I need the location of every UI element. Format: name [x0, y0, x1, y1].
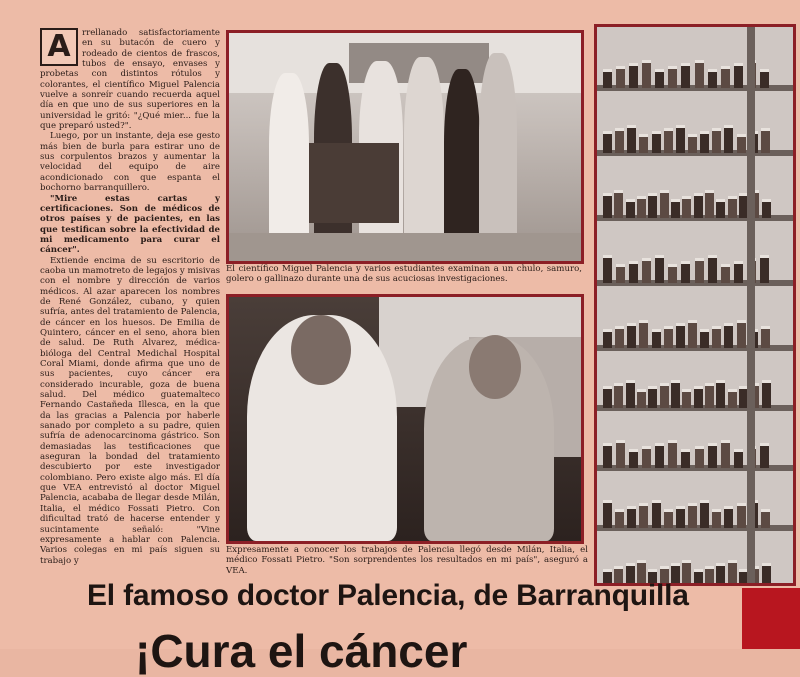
jar	[627, 125, 636, 153]
jar	[664, 128, 673, 153]
jar	[712, 128, 721, 153]
jar	[728, 560, 737, 586]
jar	[652, 500, 661, 528]
jar	[682, 196, 691, 218]
jar	[695, 446, 704, 468]
jar	[642, 258, 651, 283]
jar	[708, 69, 717, 88]
jar	[760, 443, 769, 468]
jar	[700, 131, 709, 153]
jar	[734, 261, 743, 283]
jar	[688, 320, 697, 348]
jar	[671, 380, 680, 408]
jar	[655, 255, 664, 283]
jar	[642, 446, 651, 468]
jar	[681, 261, 690, 283]
jar	[668, 440, 677, 468]
jar	[734, 63, 743, 88]
jar	[616, 264, 625, 283]
jar	[761, 509, 770, 528]
jar	[616, 66, 625, 88]
jar	[762, 563, 771, 586]
jar	[694, 193, 703, 218]
jar	[639, 320, 648, 348]
jar	[760, 69, 769, 88]
photo-palencia-and-pietro	[226, 294, 584, 544]
jar	[721, 264, 730, 283]
jar	[721, 440, 730, 468]
jar	[721, 66, 730, 88]
jar	[642, 60, 651, 88]
jar	[676, 323, 685, 348]
article-paragraph-4: Extiende encima de su escritorio de caoba un mamotreto de legajos y misivas con el nombre y dirección de varios médicos. Al azar aparecen los nombres de René González, cubano, y quien sufría, antes del tratamiento de Palencia, de cáncer en los huesos. De Emilia de Quintero, cáncer en el seno, ahora bien de salud. De Ruth Alvarez, médica-bióloga del Central Medichal Hospital Coral Miami, donde afirma que uno de sus pacientes, cuyo cáncer era considerado incurable, goza de buena salud. Del médico guatemalteco Fernando Castañeda Illesca, en la que da las gracias a Palencia por haberle sanado por completo a su padre, quien sufría de adenocarcinoma gástrico. Son demasiadas las testificaciones que aseguran la bondad del tratamiento descubierto por este investigador colombiano. Pero existe algo más. El día que VEA entrevistó al doctor Miguel Palencia, acababa de llegar desde Milán, Italia, el médico Fossati Pietro. Con dificultad trató de hacerse entender y sucintamente señaló: "Vine expresamente a hablar con Palencia. Varios colegas en mi país siguen su trabajo y	[40, 255, 220, 566]
jar	[688, 503, 697, 528]
headline-cut-off: ¡Cura el cáncer	[135, 625, 468, 677]
jar	[655, 443, 664, 468]
jar	[676, 506, 685, 528]
jar	[705, 383, 714, 408]
jar	[708, 443, 717, 468]
jar	[637, 196, 646, 218]
jar	[603, 255, 612, 283]
jar	[603, 193, 612, 218]
jar	[737, 320, 746, 348]
jar	[761, 128, 770, 153]
jar	[668, 66, 677, 88]
jar	[627, 323, 636, 348]
jar	[724, 323, 733, 348]
jar	[629, 63, 638, 88]
jar	[627, 506, 636, 528]
jar	[716, 380, 725, 408]
headline: El famoso doctor Palencia, de Barranquilla	[87, 579, 689, 612]
article-paragraph-3: "Mire estas cartas y certificaciones. Son de médicos de otros países y de pacientes, en las que testifican sobre la efectividad de mi medicamento para curar el cáncer".	[40, 193, 220, 256]
jar	[614, 383, 623, 408]
jar	[712, 326, 721, 348]
jar	[660, 190, 669, 218]
jar	[615, 326, 624, 348]
jar	[762, 199, 771, 218]
jar	[724, 125, 733, 153]
jar	[629, 449, 638, 468]
jar	[614, 190, 623, 218]
jar	[660, 383, 669, 408]
jar	[681, 449, 690, 468]
jar	[637, 389, 646, 408]
article-paragraph-1: rrellanado satisfactoriamente en su butacón de cuero y rodeado de cientos de frascos, tubos de ensayo, envases y probetas con distintos rótulos y colorantes, el científico Miguel Palencia vuelve a sonreír cuando recuerda aquel día en que uno de sus superiores en la universidad le gritó: "¿Qué mier... fue la que preparó usted?".	[40, 28, 220, 132]
jar	[664, 509, 673, 528]
jar	[639, 134, 648, 153]
jar	[655, 69, 664, 88]
photo-shelves-of-jars	[594, 24, 796, 586]
jar	[694, 386, 703, 408]
jar	[652, 329, 661, 348]
jar	[626, 380, 635, 408]
jar	[626, 199, 635, 218]
jar	[603, 443, 612, 468]
jar	[648, 386, 657, 408]
jar	[724, 506, 733, 528]
jar	[648, 193, 657, 218]
jar	[728, 389, 737, 408]
drop-cap: A	[40, 28, 78, 66]
jar	[603, 500, 612, 528]
jar	[671, 199, 680, 218]
jar	[708, 255, 717, 283]
jar	[761, 326, 770, 348]
jar	[700, 329, 709, 348]
jar	[603, 386, 612, 408]
jar	[603, 329, 612, 348]
caption-top-photo: El científico Miguel Palencia y varios estudiantes examinan a un chulo, samuro, golero o gallinazo durante una de sus acuciosas investigaciones.	[226, 264, 582, 285]
jar	[615, 128, 624, 153]
jar	[664, 326, 673, 348]
jar	[737, 134, 746, 153]
jar	[762, 380, 771, 408]
caption-bottom-photo: Expresamente a conocer los trabajos de Palencia llegó desde Milán, Italia, el médico Fossati Pietro. "Son sorprendentes los resultados en mi país", aseguró a VEA.	[226, 545, 588, 576]
jar	[728, 196, 737, 218]
jar	[737, 503, 746, 528]
jar	[603, 69, 612, 88]
jar	[615, 509, 624, 528]
jar	[712, 509, 721, 528]
jar	[616, 440, 625, 468]
jar	[682, 389, 691, 408]
jar	[652, 131, 661, 153]
jar	[734, 449, 743, 468]
article-column	[40, 28, 220, 580]
jar	[705, 190, 714, 218]
jar	[681, 63, 690, 88]
article-paragraph-2: Luego, por un instante, deja ese gesto más bien de burla para estirar uno de sus corpulentos brazos y aumentar la velocidad del equipo de aire acondicionado con que espanta el bochorno barranquillero.	[40, 131, 220, 194]
jar	[688, 134, 697, 153]
red-color-bar	[742, 588, 800, 649]
jar	[603, 131, 612, 153]
photo-students-examining-bird	[226, 30, 584, 264]
jar	[760, 255, 769, 283]
jar	[668, 264, 677, 283]
jar	[695, 258, 704, 283]
jar	[695, 60, 704, 88]
jar	[639, 503, 648, 528]
shelf-post	[747, 27, 755, 583]
jar	[700, 500, 709, 528]
jar	[716, 199, 725, 218]
jar	[629, 261, 638, 283]
jar	[676, 125, 685, 153]
